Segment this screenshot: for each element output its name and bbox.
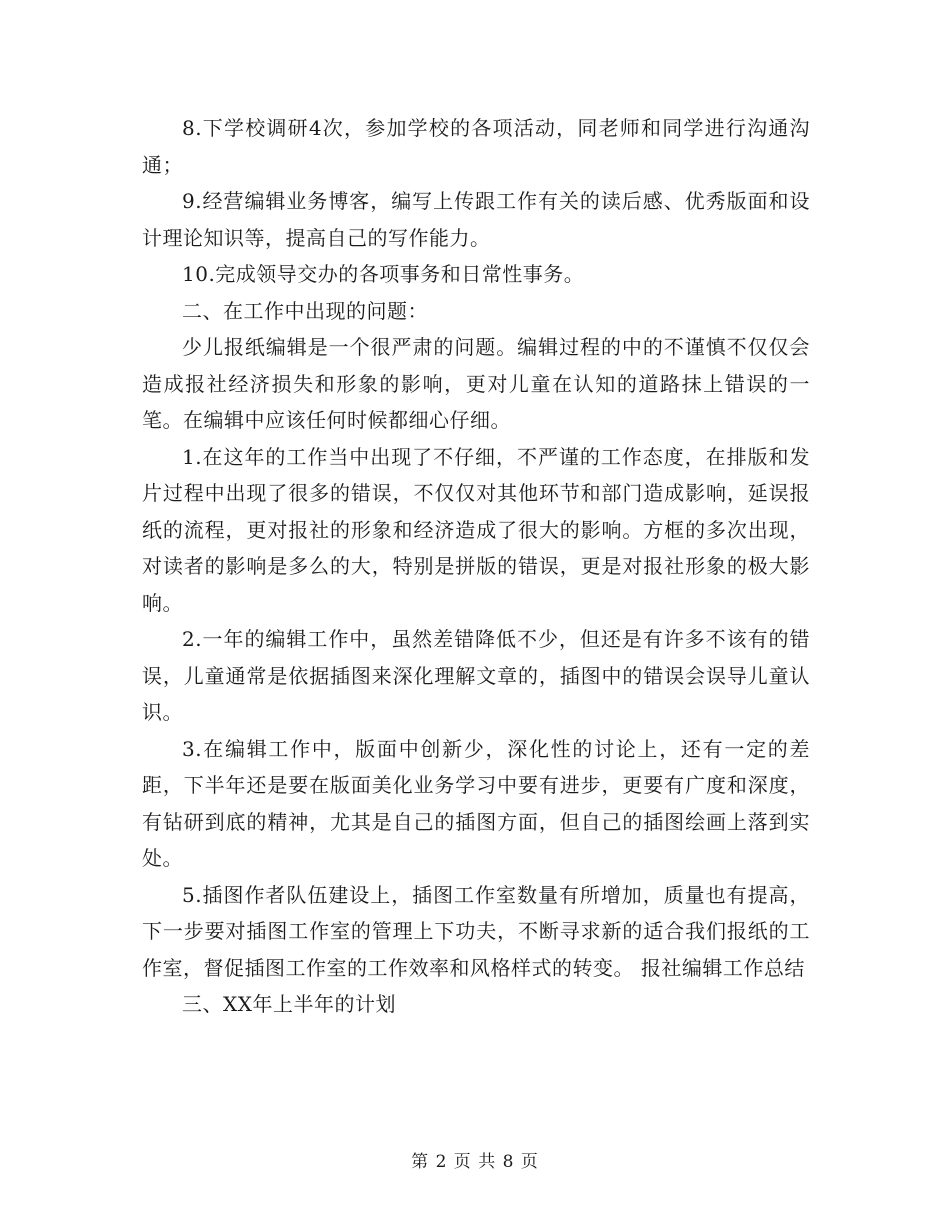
paragraph-item-8: 8.下学校调研4次，参加学校的各项活动，同老师和同学进行沟通沟通；: [142, 116, 810, 177]
paragraph-problem-2: 2.一年的编辑工作中，虽然差错降低不少，但还是有许多不该有的错误，儿童通常是依据插图来深化理解文章的，插图中的错误会误导儿童认识。: [142, 627, 810, 724]
paragraph-item-10: 10.完成领导交办的各项事务和日常性事务。: [182, 262, 585, 286]
paragraph-problem-5: 5.插图作者队伍建设上，插图工作室数量有所增加，质量也有提高，下一步要对插图工作室的管理上下功夫，不断寻求新的适合我们报纸的工作室，督促插图工作室的工作效率和风格样式的转变。 报社编辑工作总结: [142, 882, 810, 980]
document-body: [142, 110, 810, 1023]
paragraph-problem-3: 3.在编辑工作中，版面中创新少，深化性的讨论上，还有一定的差距，下半年还是要在版面美化业务学习中要有进步，更要有广度和深度，有钻研到底的精神，尤其是自己的插图方面，但自己的插图绘画上落到实处。: [142, 736, 810, 870]
footer-suffix: 页: [520, 1152, 539, 1172]
paragraph-problems-intro: 少儿报纸编辑是一个很严肃的问题。编辑过程的中的不谨慎不仅仅会造成报社经济损失和形象的影响，更对儿童在认知的道路抹上错误的一笔。在编辑中应该任何时候都细心仔细。: [142, 335, 810, 432]
footer-middle: 页 共: [453, 1152, 497, 1172]
section-heading-problems: 二、在工作中出现的问题：: [182, 298, 428, 323]
footer-total-pages: 8: [502, 1152, 515, 1172]
footer-page-number: 2: [435, 1152, 448, 1172]
paragraph-item-9: 9.经营编辑业务博客，编写上传跟工作有关的读后感、优秀版面和设计理论知识等，提高自己的写作能力。: [142, 189, 810, 250]
paragraph-problem-1: 1.在这年的工作当中出现了不仔细，不严谨的工作态度，在排版和发片过程中出现了很多的错误，不仅仅对其他环节和部门造成影响，延误报纸的流程，更对报社的形象和经济造成了很大的影响。方框的多次出现，对读者的影响是多么的大，特别是拼版的错误，更是对报社形象的极大影响。: [142, 444, 810, 615]
page-footer: [0, 1150, 950, 1174]
footer-prefix: 第: [411, 1152, 430, 1172]
section-heading-plan: 三、XX年上半年的计划: [182, 992, 396, 1016]
